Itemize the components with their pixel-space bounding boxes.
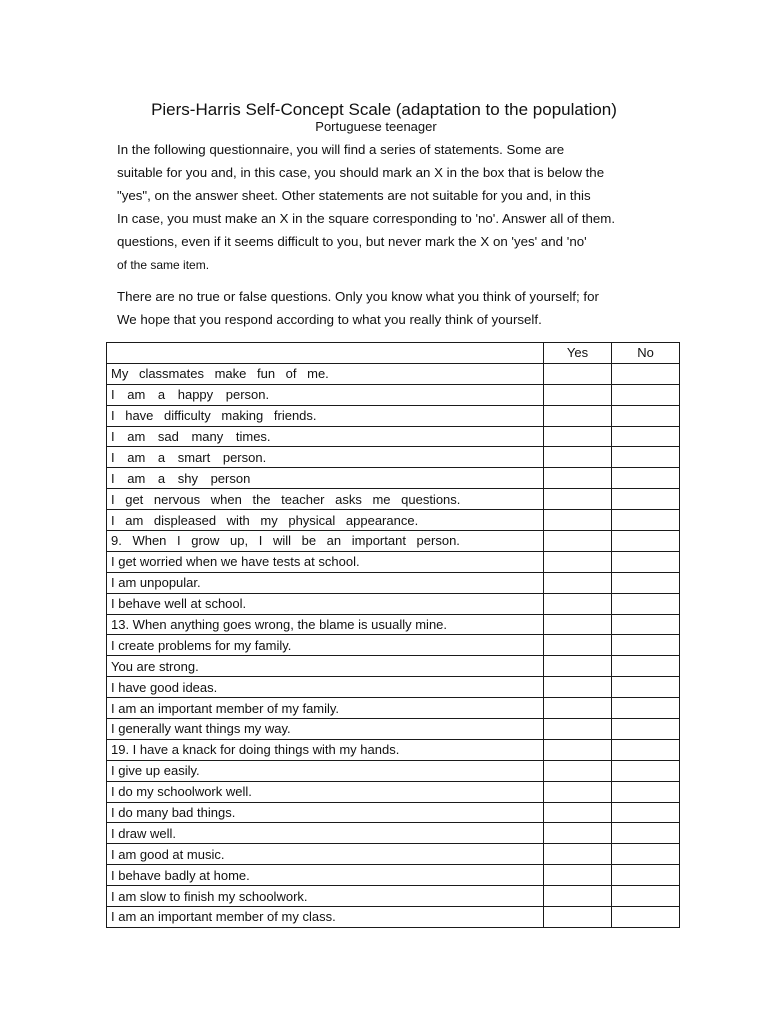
no-answer-box[interactable] — [612, 468, 680, 489]
table-row — [107, 907, 680, 928]
table-row — [107, 405, 680, 426]
instructions-line: "yes", on the answer sheet. Other statements are not suitable for you and, in this — [117, 188, 591, 203]
yes-answer-box[interactable] — [544, 719, 612, 740]
statement-text: I am a happy person. — [107, 384, 544, 405]
no-answer-box[interactable] — [612, 405, 680, 426]
statement-text: I do many bad things. — [107, 802, 544, 823]
instructions-line: In case, you must make an X in the square corresponding to 'no'. Answer all of them. — [117, 211, 616, 226]
no-answer-box[interactable] — [612, 510, 680, 531]
table-row — [107, 677, 680, 698]
statement-text: My classmates make fun of me. — [107, 363, 544, 384]
table-row — [107, 489, 680, 510]
document-subtitle: Portuguese teenager — [315, 119, 437, 134]
statement-text: I am unpopular. — [107, 572, 544, 593]
table-row — [107, 572, 680, 593]
statement-text: 19. I have a knack for doing things with my hands. — [107, 739, 544, 760]
no-answer-box[interactable] — [612, 802, 680, 823]
statement-text: I have difficulty making friends. — [107, 405, 544, 426]
statement-text: 9. When I grow up, I will be an important person. — [107, 531, 544, 552]
statement-text: I generally want things my way. — [107, 719, 544, 740]
no-answer-box[interactable] — [612, 865, 680, 886]
table-row — [107, 656, 680, 677]
document-title: Piers-Harris Self-Concept Scale (adaptation to the population) — [151, 100, 617, 119]
table-row — [107, 614, 680, 635]
statement-text: I am displeased with my physical appearance. — [107, 510, 544, 531]
table-row — [107, 510, 680, 531]
statement-text: I am a shy person — [107, 468, 544, 489]
table-row — [107, 635, 680, 656]
statement-text: I get nervous when the teacher asks me questions. — [107, 489, 544, 510]
yes-answer-box[interactable] — [544, 551, 612, 572]
statement-text: I behave well at school. — [107, 593, 544, 614]
instructions-line: suitable for you and, in this case, you should mark an X in the box that is below the — [117, 165, 605, 180]
no-answer-box[interactable] — [612, 384, 680, 405]
statement-text: I do my schoolwork well. — [107, 781, 544, 802]
yes-answer-box[interactable] — [544, 363, 612, 384]
yes-answer-box[interactable] — [544, 635, 612, 656]
no-answer-box[interactable] — [612, 844, 680, 865]
statement-text: I get worried when we have tests at school. — [107, 551, 544, 572]
table-row — [107, 802, 680, 823]
no-answer-box[interactable] — [612, 593, 680, 614]
instructions-line: There are no true or false questions. Only you know what you think of yourself; for — [117, 289, 599, 304]
no-answer-box[interactable] — [612, 363, 680, 384]
no-answer-box[interactable] — [612, 656, 680, 677]
yes-answer-box[interactable] — [544, 656, 612, 677]
yes-answer-box[interactable] — [544, 447, 612, 468]
no-answer-box[interactable] — [612, 823, 680, 844]
statement-text: I give up easily. — [107, 760, 544, 781]
yes-answer-box[interactable] — [544, 405, 612, 426]
yes-answer-box[interactable] — [544, 844, 612, 865]
yes-answer-box[interactable] — [544, 510, 612, 531]
instructions-line: We hope that you respond according to what you really think of yourself. — [117, 312, 542, 327]
answer-sheet-table — [106, 342, 680, 928]
yes-answer-box[interactable] — [544, 907, 612, 928]
no-answer-box[interactable] — [612, 739, 680, 760]
no-answer-box[interactable] — [612, 572, 680, 593]
instructions-line: questions, even if it seems difficult to you, but never mark the X on 'yes' and 'no' — [117, 234, 587, 249]
table-row — [107, 551, 680, 572]
instructions-paragraph-2 — [117, 285, 649, 331]
statement-text: I am good at music. — [107, 844, 544, 865]
no-answer-box[interactable] — [612, 719, 680, 740]
table-row — [107, 781, 680, 802]
yes-answer-box[interactable] — [544, 781, 612, 802]
statement-text: I am sad many times. — [107, 426, 544, 447]
no-answer-box[interactable] — [612, 551, 680, 572]
no-answer-box[interactable] — [612, 886, 680, 907]
statement-text: You are strong. — [107, 656, 544, 677]
table-row — [107, 593, 680, 614]
no-answer-box[interactable] — [612, 531, 680, 552]
yes-answer-box[interactable] — [544, 426, 612, 447]
no-answer-box[interactable] — [612, 907, 680, 928]
statement-text: I have good ideas. — [107, 677, 544, 698]
statement-text: I am an important member of my class. — [107, 907, 544, 928]
no-answer-box[interactable] — [612, 698, 680, 719]
table-row — [107, 823, 680, 844]
no-answer-box[interactable] — [612, 781, 680, 802]
table-row — [107, 468, 680, 489]
statement-text: I behave badly at home. — [107, 865, 544, 886]
table-row — [107, 447, 680, 468]
statement-column-header — [107, 343, 544, 364]
table-row — [107, 760, 680, 781]
yes-answer-box[interactable] — [544, 865, 612, 886]
table-row — [107, 363, 680, 384]
yes-answer-box[interactable] — [544, 572, 612, 593]
yes-answer-box[interactable] — [544, 823, 612, 844]
yes-answer-box[interactable] — [544, 677, 612, 698]
no-answer-box[interactable] — [612, 447, 680, 468]
no-answer-box[interactable] — [612, 760, 680, 781]
statement-text: I am slow to finish my schoolwork. — [107, 886, 544, 907]
yes-column-header: Yes — [544, 343, 612, 364]
no-answer-box[interactable] — [612, 489, 680, 510]
table-header-row — [107, 343, 680, 364]
statement-text: 13. When anything goes wrong, the blame is usually mine. — [107, 614, 544, 635]
instructions-paragraph-1 — [117, 138, 649, 277]
table-row — [107, 739, 680, 760]
no-answer-box[interactable] — [612, 426, 680, 447]
statement-text: I create problems for my family. — [107, 635, 544, 656]
no-answer-box[interactable] — [612, 635, 680, 656]
yes-answer-box[interactable] — [544, 802, 612, 823]
instructions-line: of the same item. — [117, 258, 210, 272]
yes-answer-box[interactable] — [544, 886, 612, 907]
yes-answer-box[interactable] — [544, 489, 612, 510]
statement-text: I am a smart person. — [107, 447, 544, 468]
table-row — [107, 698, 680, 719]
table-row — [107, 384, 680, 405]
statement-text: I draw well. — [107, 823, 544, 844]
instructions — [117, 138, 649, 331]
table-row — [107, 719, 680, 740]
yes-answer-box[interactable] — [544, 698, 612, 719]
yes-answer-box[interactable] — [544, 531, 612, 552]
statement-text: I am an important member of my family. — [107, 698, 544, 719]
no-column-header: No — [612, 343, 680, 364]
no-answer-box[interactable] — [612, 614, 680, 635]
table-row — [107, 426, 680, 447]
no-answer-box[interactable] — [612, 677, 680, 698]
instructions-line: In the following questionnaire, you will find a series of statements. Some are — [117, 142, 565, 157]
table-row — [107, 886, 680, 907]
yes-answer-box[interactable] — [544, 614, 612, 635]
yes-answer-box[interactable] — [544, 760, 612, 781]
table-row — [107, 865, 680, 886]
yes-answer-box[interactable] — [544, 739, 612, 760]
yes-answer-box[interactable] — [544, 384, 612, 405]
yes-answer-box[interactable] — [544, 593, 612, 614]
table-row — [107, 844, 680, 865]
yes-answer-box[interactable] — [544, 468, 612, 489]
table-row — [107, 531, 680, 552]
